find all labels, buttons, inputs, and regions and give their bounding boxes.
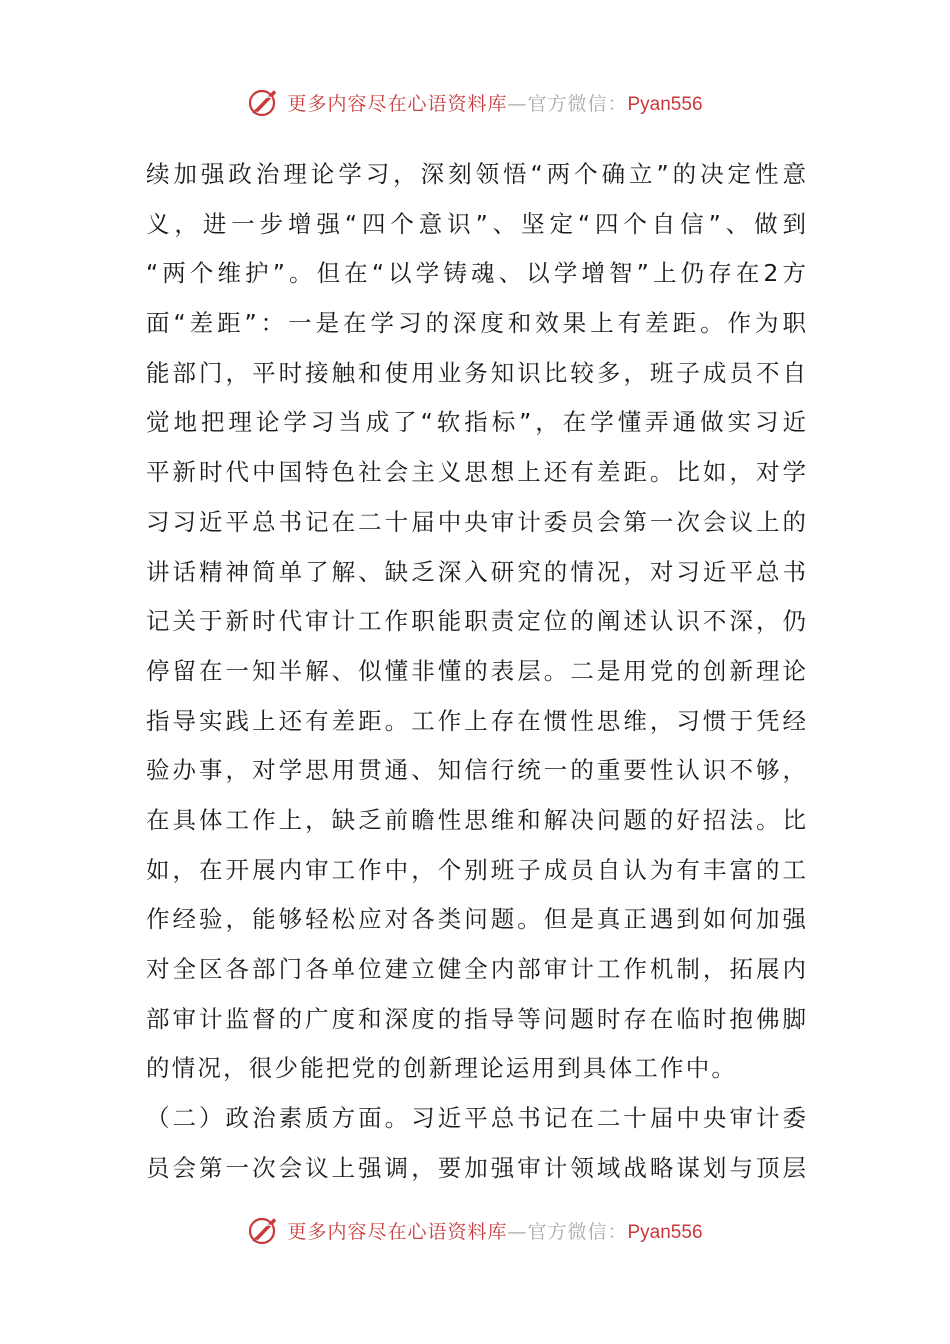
body-line: 义，进一步增强“四个意识”、坚定“四个自信”、做到 — [146, 209, 806, 238]
banner-separator: — — [507, 92, 528, 115]
banner-wechat-id: Pyan556 — [627, 93, 703, 115]
body-line: 验办事，对学思用贯通、知信行统一的重要性认识不够， — [146, 756, 806, 785]
body-line: 觉地把理论学习当成了“软指标”，在学懂弄通做实习近 — [146, 408, 806, 437]
banner-separator: — — [507, 1220, 528, 1243]
body-line: 能部门，平时接触和使用业务知识比较多，班子成员不自 — [146, 358, 806, 387]
body-line: 员会第一次会议上强调，要加强审计领域战略谋划与顶层 — [146, 1153, 806, 1182]
body-line: 面“差距”：一是在学习的深度和效果上有差距。作为职 — [146, 309, 806, 338]
quill-logo-icon — [247, 85, 281, 119]
body-line: 指导实践上还有差距。工作上存在惯性思维，习惯于凭经 — [146, 706, 806, 735]
body-line: 作经验，能够轻松应对各类问题。但是真正遇到如何加强 — [146, 905, 806, 934]
body-line: 停留在一知半解、似懂非懂的表层。二是用党的创新理论 — [146, 656, 806, 685]
banner-wechat-id: Pyan556 — [627, 1221, 703, 1243]
quill-logo-icon — [247, 1213, 281, 1247]
body-line: 记关于新时代审计工作职能职责定位的阐述认识不深，仍 — [146, 607, 806, 636]
banner-wechat-label: 官方微信： — [527, 92, 628, 115]
body-line: 在具体工作上，缺乏前瞻性思维和解决问题的好招法。比 — [146, 805, 806, 834]
banner-site-text: 更多内容尽在心语资料库 — [287, 92, 508, 115]
body-line: 讲话精神简单了解、缺乏深入研究的情况，对习近平总书 — [146, 557, 806, 586]
body-line: 续加强政治理论学习，深刻领悟“两个确立”的决定性意 — [146, 160, 806, 188]
body-line: 平新时代中国特色社会主义思想上还有差距。比如，对学 — [146, 458, 806, 487]
banner-text — [287, 1217, 702, 1244]
section-heading-line: （二）政治素质方面。习近平总书记在二十届中央审计委 — [146, 1104, 806, 1133]
body-line: 部审计监督的广度和深度的指导等问题时存在临时抱佛脚 — [146, 1004, 806, 1033]
body-line: “两个维护”。但在“以学铸魂、以学增智”上仍存在2方 — [146, 259, 806, 288]
banner-wechat-label: 官方微信： — [527, 1220, 628, 1243]
body-line: 对全区各部门各单位建立健全内部审计工作机制，拓展内 — [146, 955, 806, 983]
header-banner — [0, 82, 950, 122]
banner-text — [287, 89, 702, 116]
body-line: 如，在开展内审工作中，个别班子成员自认为有丰富的工 — [146, 855, 806, 884]
body-line: 的情况，很少能把党的创新理论运用到具体工作中。 — [146, 1054, 738, 1083]
banner-site-text: 更多内容尽在心语资料库 — [287, 1220, 508, 1243]
footer-banner — [0, 1210, 950, 1250]
document-body — [146, 150, 806, 1193]
body-line: 习习近平总书记在二十届中央审计委员会第一次会议上的 — [146, 507, 806, 536]
